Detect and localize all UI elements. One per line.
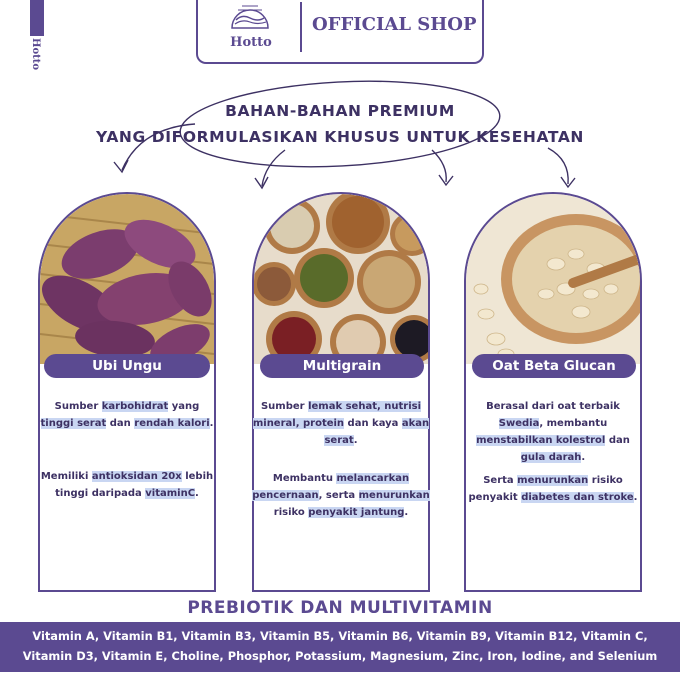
desc-ubi-ungu-1: Sumber karbohidrat yang tinggi serat dan rendah kalori. — [40, 401, 214, 429]
desc-ubi-ungu-2: Memiliki antioksidan 20x lebih tinggi daripada vitaminC. — [40, 471, 214, 499]
ingredient-card-ubi-ungu — [38, 192, 216, 592]
prebiotic-title: PREBIOTIK DAN MULTIVITAMIN — [187, 598, 493, 618]
ingredient-card-multigrain — [252, 192, 430, 592]
headline-line-1: BAHAN-BAHAN PREMIUM — [225, 102, 455, 120]
label-multigrain: Multigrain — [260, 354, 424, 378]
badge-divider — [300, 2, 302, 52]
desc-oat-2: Serta menurunkan risiko penyakit diabetes dan stroke. — [468, 475, 638, 503]
side-tab-accent — [30, 0, 44, 36]
label-oat-beta-glucan: Oat Beta Glucan — [472, 354, 636, 378]
label-ubi-ungu: Ubi Ungu — [44, 354, 210, 378]
desc-oat-1: Berasal dari oat terbaik Swedia, membantu menstabilkan kolestrol dan gula darah. — [476, 401, 630, 463]
headline-line-2: YANG DIFORMULASIKAN KHUSUS UNTUK KESEHATAN — [95, 128, 584, 146]
desc-multigrain-2: Membantu melancarkan pencernaan, serta menurunkan risiko penyakit jantung. — [252, 473, 430, 518]
side-brand-text: Hotto — [30, 38, 41, 71]
vitamin-list-line-2: Vitamin D3, Vitamin E, Choline, Phosphor, Potassium, Magnesium, Zinc, Iron, Iodine, and Selenium — [22, 649, 658, 663]
official-shop-badge — [196, 0, 484, 64]
multigrain-bowls-photo — [254, 194, 428, 364]
oat-flakes-photo — [466, 194, 640, 364]
ingredient-card-oat-beta-glucan — [464, 192, 642, 592]
hotto-logo-icon — [230, 0, 270, 30]
vitamin-list-line-1: Vitamin A, Vitamin B1, Vitamin B3, Vitamin B5, Vitamin B6, Vitamin B9, Vitamin B12, Vitamin C, — [32, 629, 648, 643]
official-shop-label: OFFICIAL SHOP — [312, 14, 477, 35]
logo-text: Hotto — [230, 35, 272, 50]
desc-multigrain-1: Sumber lemak sehat, nutrisi mineral, protein dan kaya akan serat. — [252, 401, 430, 446]
purple-sweet-potato-photo — [40, 194, 214, 364]
